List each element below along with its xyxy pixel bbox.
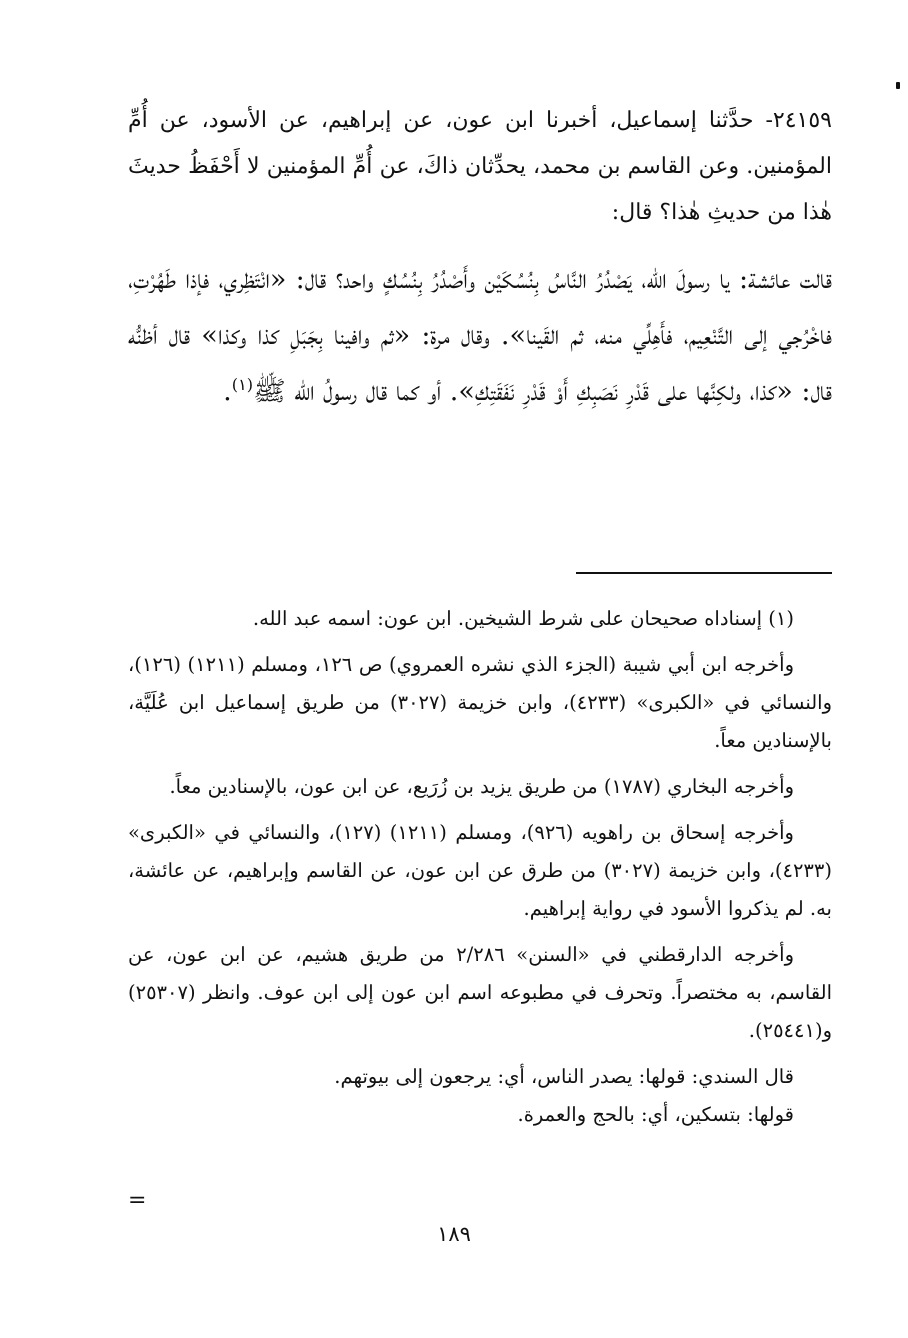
hadith-isnad-paragraph — [128, 98, 832, 236]
footnote-separator — [576, 572, 832, 574]
hadith-isnad-text: ٢٤١٥٩- حدَّثنا إسماعيل، أخبرنا ابن عون، عن إبراهيم، عن الأسود، عن أُمِّ المؤمنين. وعن القاسم بن محمد، يحدِّثان ذاكَ، عن أُمِّ المؤمنين لا أَحْفَظُ حديثَ هٰذا من حديثِ هٰذا؟ قال: — [128, 108, 832, 225]
page-number: ١٨٩ — [437, 1222, 471, 1246]
footnote-reference: (١) — [231, 375, 254, 394]
page-edge-mark — [896, 82, 900, 89]
footnote-paragraph: (١) إسناداه صحيحان على شرط الشيخين. ابن عون: اسمه عبد الله. — [252, 607, 794, 630]
footnotes-section — [128, 600, 832, 1142]
hadith-matn-paragraph — [128, 252, 832, 420]
continuation-mark: = — [128, 1188, 147, 1213]
footnote-paragraph: وأخرجه إسحاق بن راهويه (٩٢٦)، ومسلم (١٢١١) (١٢٧)، والنسائي في «الكبرى» (٤٢٣٣)، وابن خزيمة (٣٠٢٧) من طرق عن ابن عون، عن القاسم وإبراهيم، عن عائشة، به. لم يذكروا الأسود في رواية إبراهيم. — [128, 821, 832, 920]
hadith-matn-text: قالت عائشة: يا رسولَ الله، يَصْدُرُ النَّاسُ بِنُسُكَيْن وأَصْدُرُ بِنُسُكٍ واحد؟ قال: «انْتَظِري، فإذا طَهُرْتِ، فاخْرُجي إلى التَّنْعِيم، فأَهِلِّي منه، ثم القَينا». وقال مرة: «ثم وافينا بِجَبَلِ كذا وكذا» قال أظنُّه قال: «كذا، ولكِنَّها على قَدْرِ نَصَبِكِ أَوْ قَدْرِ نَفَقَتِكِ». أو كما قال رسولُ الله ﷺ — [128, 264, 832, 407]
footnote-paragraph: وأخرجه ابن أبي شيبة (الجزء الذي نشره العمروي) ص ١٢٦، ومسلم (١٢١١) (١٢٦)، والنسائي في «الكبرى» (٤٢٣٣)، وابن خزيمة (٣٠٢٧) من طريق إسماعيل ابن عُلَيَّة، بالإسنادين معاً. — [128, 653, 833, 752]
footnote-paragraph: وأخرجه الدارقطني في «السنن» ٢/٢٨٦ من طريق هشيم، عن ابن عون، عن القاسم، به مختصراً. وتحرف في مطبوعه اسم ابن عون إلى ابن عوف. وانظر (٢٥٣٠٧) و(٢٥٤٤١). — [128, 943, 832, 1042]
footnote-paragraph: قال السندي: قولها: يصدر الناس، أي: يرجعون إلى بيوتهم. — [334, 1065, 794, 1088]
footnote-paragraph: قولها: بتسكين، أي: بالحج والعمرة. — [517, 1103, 794, 1126]
hadith-end-punctuation: . — [223, 376, 232, 407]
footnote-paragraph: وأخرجه البخاري (١٧٨٧) من طريق يزيد بن زُرَيع، عن ابن عون، بالإسنادين معاً. — [169, 775, 794, 798]
